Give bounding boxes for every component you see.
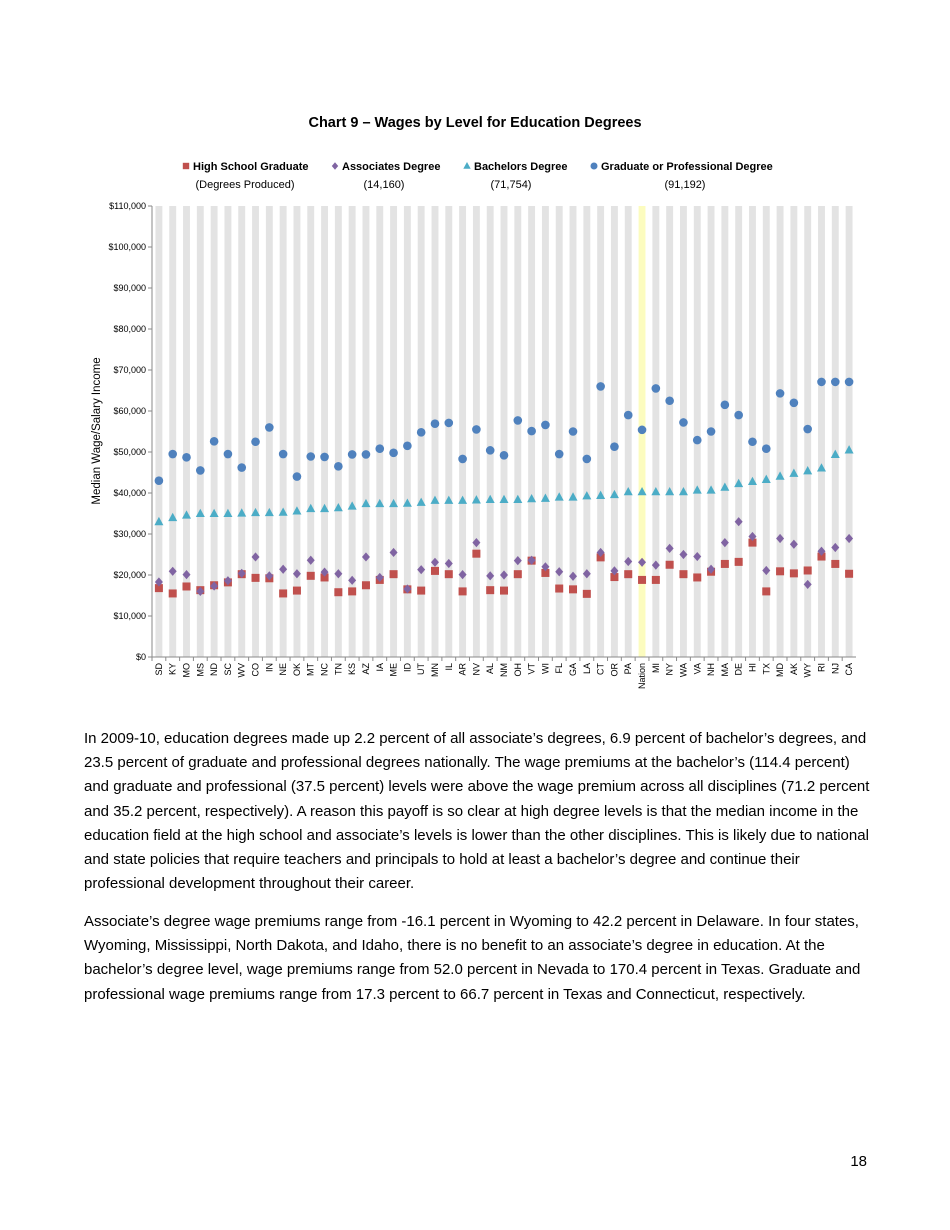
x-tick-label: DE [733, 663, 744, 676]
point-graduate-or-professional-degree-wi [541, 421, 550, 430]
point-graduate-or-professional-degree-la [583, 455, 592, 464]
body-paragraph-1: In 2009-10, education degrees made up 2.2 percent of all associate’s degrees, 6.9 percent of bachelor’s degrees, and 23.5 percent of graduate and professional degrees nationally. The wage premiums at the bachelor’s (114.4 percent) and graduate and professional (37.5 percent) levels were above the wage premium across all disciplines (71.2 percent and 35.2 percent, respectively). A reason this payoff is so clear at high degree levels is that the median income in the education field at the high school and associate’s levels is lower than the other disciplines. This is likely due to national and state policies that require teachers and principals to hold at least a bachelor’s degree and continue their professional development throughout their career. [84, 730, 870, 893]
column-ri [818, 206, 825, 657]
y-tick-label: $70,000 [113, 365, 146, 375]
legend-label-bachelors-degree: Bachelors Degree [474, 161, 568, 173]
point-graduate-or-professional-degree-pa [624, 411, 633, 420]
y-tick-label: $100,000 [108, 242, 146, 252]
point-graduate-or-professional-degree-mo [182, 453, 191, 462]
point-high-school-graduate-az [362, 581, 370, 589]
point-high-school-graduate-il [445, 570, 453, 578]
x-tick-label: UT [416, 663, 427, 675]
x-tick-label: MD [775, 663, 786, 677]
point-graduate-or-professional-degree-mi [652, 384, 661, 393]
point-high-school-graduate-ky [169, 589, 177, 597]
point-graduate-or-professional-degree-nh [707, 427, 716, 436]
legend-label-high-school-graduate: High School Graduate [193, 161, 309, 173]
point-graduate-or-professional-degree-nv [472, 425, 481, 434]
point-graduate-or-professional-degree-tx [762, 444, 771, 453]
x-tick-label: SD [153, 663, 164, 676]
column-ct [597, 206, 604, 657]
point-graduate-or-professional-degree-in [265, 423, 274, 432]
point-high-school-graduate-ks [348, 587, 356, 595]
point-high-school-graduate-ar [459, 587, 467, 595]
x-tick-label: NY [664, 663, 675, 676]
point-graduate-or-professional-degree-va [693, 436, 702, 445]
point-graduate-or-professional-degree-hi [748, 437, 757, 446]
point-high-school-graduate-ny [666, 561, 674, 569]
point-high-school-graduate-mo [183, 582, 191, 590]
point-high-school-graduate-mi [652, 576, 660, 584]
legend-sub-bachelors-degree: (71,754) [490, 179, 532, 191]
point-high-school-graduate-ca [845, 570, 853, 578]
point-high-school-graduate-ok [293, 587, 301, 595]
point-graduate-or-professional-degree-oh [514, 416, 523, 425]
point-graduate-or-professional-degree-ri [817, 378, 826, 387]
point-high-school-graduate-tn [334, 588, 342, 596]
x-tick-label: ID [402, 663, 413, 672]
point-graduate-or-professional-degree-ct [596, 382, 605, 391]
column-ma [721, 206, 728, 657]
y-axis-label: Median Wage/Salary Income [91, 357, 103, 505]
column-ca [846, 206, 853, 657]
page-number: 18 [850, 1153, 867, 1170]
point-graduate-or-professional-degree-az [362, 450, 371, 459]
y-tick-label: $60,000 [113, 406, 146, 416]
x-tick-label: MS [195, 663, 206, 677]
point-graduate-or-professional-degree-nation [638, 426, 647, 435]
column-hi [749, 206, 756, 657]
point-graduate-or-professional-degree-ar [458, 455, 467, 464]
y-tick-label: $90,000 [113, 283, 146, 293]
column-wv [238, 206, 245, 657]
y-axis [108, 201, 152, 662]
x-tick-label: IL [443, 663, 454, 671]
point-graduate-or-professional-degree-nj [831, 378, 840, 387]
point-graduate-or-professional-degree-wy [803, 425, 812, 434]
x-tick-label: MO [181, 663, 192, 678]
point-graduate-or-professional-degree-fl [555, 450, 564, 459]
chart-legend [183, 161, 773, 191]
x-tick-label: WI [540, 663, 551, 674]
x-tick-label: ND [209, 663, 220, 676]
legend-marker-graduate-or-professional-degree [591, 163, 598, 170]
point-graduate-or-professional-degree-nm [500, 451, 509, 460]
point-graduate-or-professional-degree-ma [721, 401, 730, 410]
column-wa [680, 206, 687, 657]
point-graduate-or-professional-degree-ne [279, 450, 288, 459]
point-graduate-or-professional-degree-tn [334, 462, 343, 471]
point-high-school-graduate-ne [279, 589, 287, 597]
x-tick-label: VA [692, 663, 703, 675]
column-de [735, 206, 742, 657]
x-tick-label: WY [802, 663, 813, 678]
column-or [611, 206, 618, 657]
column-ky [169, 206, 176, 657]
point-high-school-graduate-fl [555, 585, 563, 593]
point-graduate-or-professional-degree-me [389, 449, 398, 458]
x-tick-label: NJ [830, 663, 841, 674]
point-graduate-or-professional-degree-de [734, 411, 743, 420]
y-tick-label: $80,000 [113, 324, 146, 334]
point-graduate-or-professional-degree-ny [665, 396, 674, 405]
point-high-school-graduate-ma [721, 560, 729, 568]
x-tick-label: AL [485, 663, 496, 675]
point-graduate-or-professional-degree-ms [196, 466, 205, 475]
column-mt [307, 206, 314, 657]
point-graduate-or-professional-degree-vt [527, 427, 536, 436]
x-tick-label: PA [623, 663, 634, 675]
x-tick-label: IA [374, 663, 385, 672]
x-tick-label: GA [568, 663, 579, 677]
point-high-school-graduate-me [390, 570, 398, 578]
x-tick-label: WA [678, 663, 689, 678]
column-oh [514, 206, 521, 657]
x-tick-label: TX [761, 663, 772, 675]
x-tick-label: FL [554, 663, 565, 674]
x-tick-label: OK [291, 663, 302, 677]
point-high-school-graduate-va [693, 573, 701, 581]
x-tick-label: MN [429, 663, 440, 677]
x-tick-label: Nation [637, 663, 648, 690]
column-la [583, 206, 590, 657]
x-tick-label: OR [609, 663, 620, 677]
point-graduate-or-professional-degree-mn [431, 419, 440, 428]
point-graduate-or-professional-degree-wa [679, 418, 688, 427]
point-graduate-or-professional-degree-mt [306, 452, 315, 461]
x-tick-label: HI [747, 663, 758, 672]
column-pa [625, 206, 632, 657]
point-high-school-graduate-wy [804, 566, 812, 574]
point-graduate-or-professional-degree-or [610, 442, 619, 451]
point-high-school-graduate-md [776, 567, 784, 575]
point-high-school-graduate-ak [790, 569, 798, 577]
point-graduate-or-professional-degree-nd [210, 437, 219, 446]
y-tick-label: $0 [135, 652, 146, 662]
column-az [363, 206, 370, 657]
point-high-school-graduate-co [252, 574, 260, 582]
x-tick-label: IN [264, 663, 275, 672]
column-nc [321, 206, 328, 657]
point-graduate-or-professional-degree-il [444, 419, 453, 428]
point-graduate-or-professional-degree-ga [569, 427, 578, 436]
x-tick-label: NV [471, 663, 482, 676]
y-tick-label: $30,000 [113, 529, 146, 539]
point-high-school-graduate-la [583, 590, 591, 598]
point-graduate-or-professional-degree-ks [348, 450, 357, 459]
column-va [694, 206, 701, 657]
point-graduate-or-professional-degree-sc [224, 450, 233, 459]
point-high-school-graduate-oh [514, 570, 522, 578]
x-tick-label: WV [236, 663, 247, 678]
point-graduate-or-professional-degree-ca [845, 378, 854, 387]
point-graduate-or-professional-degree-ia [375, 444, 384, 453]
y-tick-label: $20,000 [113, 570, 146, 580]
column-co [252, 206, 259, 657]
x-tick-label: ME [388, 663, 399, 677]
point-high-school-graduate-nation [638, 576, 646, 584]
x-tick-label: MT [305, 663, 316, 676]
column-ny [666, 206, 673, 657]
point-graduate-or-professional-degree-nc [320, 453, 329, 462]
y-tick-label: $50,000 [113, 447, 146, 457]
legend-marker-associates-degree [332, 162, 338, 170]
point-high-school-graduate-pa [624, 570, 632, 578]
point-high-school-graduate-nv [472, 550, 480, 558]
column-ia [376, 206, 383, 657]
x-tick-label: MA [719, 663, 730, 677]
x-tick-label: NM [499, 663, 509, 677]
x-tick-label: TN [333, 663, 344, 675]
point-high-school-graduate-mt [307, 572, 315, 580]
point-graduate-or-professional-degree-ak [790, 399, 799, 408]
body-paragraph-2: Associate’s degree wage premiums range from -16.1 percent in Wyoming to 42.2 percent in Delaware. In four states, Wyoming, Mississippi, North Dakota, and Idaho, there is no benefit to an associate’s degree in education. At the bachelor’s degree level, wage premiums range from 52.0 percent in Nevada to 170.4 percent in Texas. Graduate and professional wage premiums range from 17.3 percent to 66.7 percent in Texas and Connecticut, respectively. [84, 913, 861, 1003]
x-tick-label: NC [319, 663, 330, 676]
legend-sub-high-school-graduate: (Degrees Produced) [195, 179, 295, 191]
y-tick-label: $10,000 [113, 611, 146, 621]
x-tick-label: CT [595, 663, 606, 675]
point-high-school-graduate-mn [431, 567, 439, 575]
point-graduate-or-professional-degree-sd [155, 476, 164, 485]
x-tick-label: NE [278, 663, 289, 676]
x-tick-label: SC [222, 663, 233, 676]
point-graduate-or-professional-degree-co [251, 437, 260, 446]
point-high-school-graduate-ut [417, 587, 425, 595]
point-high-school-graduate-nm [500, 587, 508, 595]
column-ak [790, 206, 797, 657]
chart-title: Chart 9 – Wages by Level for Education Degrees [308, 115, 642, 131]
point-graduate-or-professional-degree-md [776, 389, 785, 398]
point-high-school-graduate-tx [762, 587, 770, 595]
legend-marker-bachelors-degree [463, 162, 470, 169]
y-tick-label: $40,000 [113, 488, 146, 498]
x-tick-label: LA [581, 663, 592, 675]
point-high-school-graduate-ga [569, 585, 577, 593]
point-graduate-or-professional-degree-id [403, 442, 412, 451]
x-axis [152, 657, 856, 689]
x-tick-label: KY [167, 663, 178, 676]
x-tick-label: CA [844, 663, 855, 676]
x-tick-label: OH [512, 663, 523, 677]
column-md [777, 206, 784, 657]
y-tick-label: $110,000 [109, 201, 146, 211]
x-tick-label: CO [250, 663, 261, 677]
point-high-school-graduate-al [486, 586, 494, 594]
point-high-school-graduate-nj [831, 560, 839, 568]
point-graduate-or-professional-degree-ok [293, 472, 302, 481]
point-high-school-graduate-wa [679, 570, 687, 578]
point-graduate-or-professional-degree-ky [168, 450, 177, 459]
x-tick-label: MI [650, 663, 661, 673]
legend-marker-high-school-graduate [183, 163, 189, 169]
column-sc [224, 206, 231, 657]
x-tick-label: RI [816, 663, 827, 672]
column-mn [432, 206, 439, 657]
x-tick-label: AK [788, 663, 799, 676]
point-graduate-or-professional-degree-ut [417, 428, 426, 437]
point-graduate-or-professional-degree-wv [237, 463, 246, 472]
x-tick-label: AZ [360, 663, 371, 675]
column-wi [542, 206, 549, 657]
x-tick-label: NH [706, 663, 717, 676]
column-mi [652, 206, 659, 657]
legend-sub-graduate-or-professional-degree: (91,192) [664, 179, 706, 191]
x-tick-label: KS [347, 663, 358, 676]
column-ne [280, 206, 287, 657]
column-il [445, 206, 452, 657]
point-high-school-graduate-de [735, 558, 743, 566]
legend-label-graduate-or-professional-degree: Graduate or Professional Degree [601, 161, 773, 173]
column-nj [832, 206, 839, 657]
legend-label-associates-degree: Associates Degree [342, 161, 441, 173]
x-tick-label: AR [457, 663, 468, 676]
point-graduate-or-professional-degree-al [486, 446, 495, 455]
x-tick-label: VT [526, 663, 537, 675]
legend-sub-associates-degree: (14,160) [363, 179, 405, 191]
column-me [390, 206, 397, 657]
